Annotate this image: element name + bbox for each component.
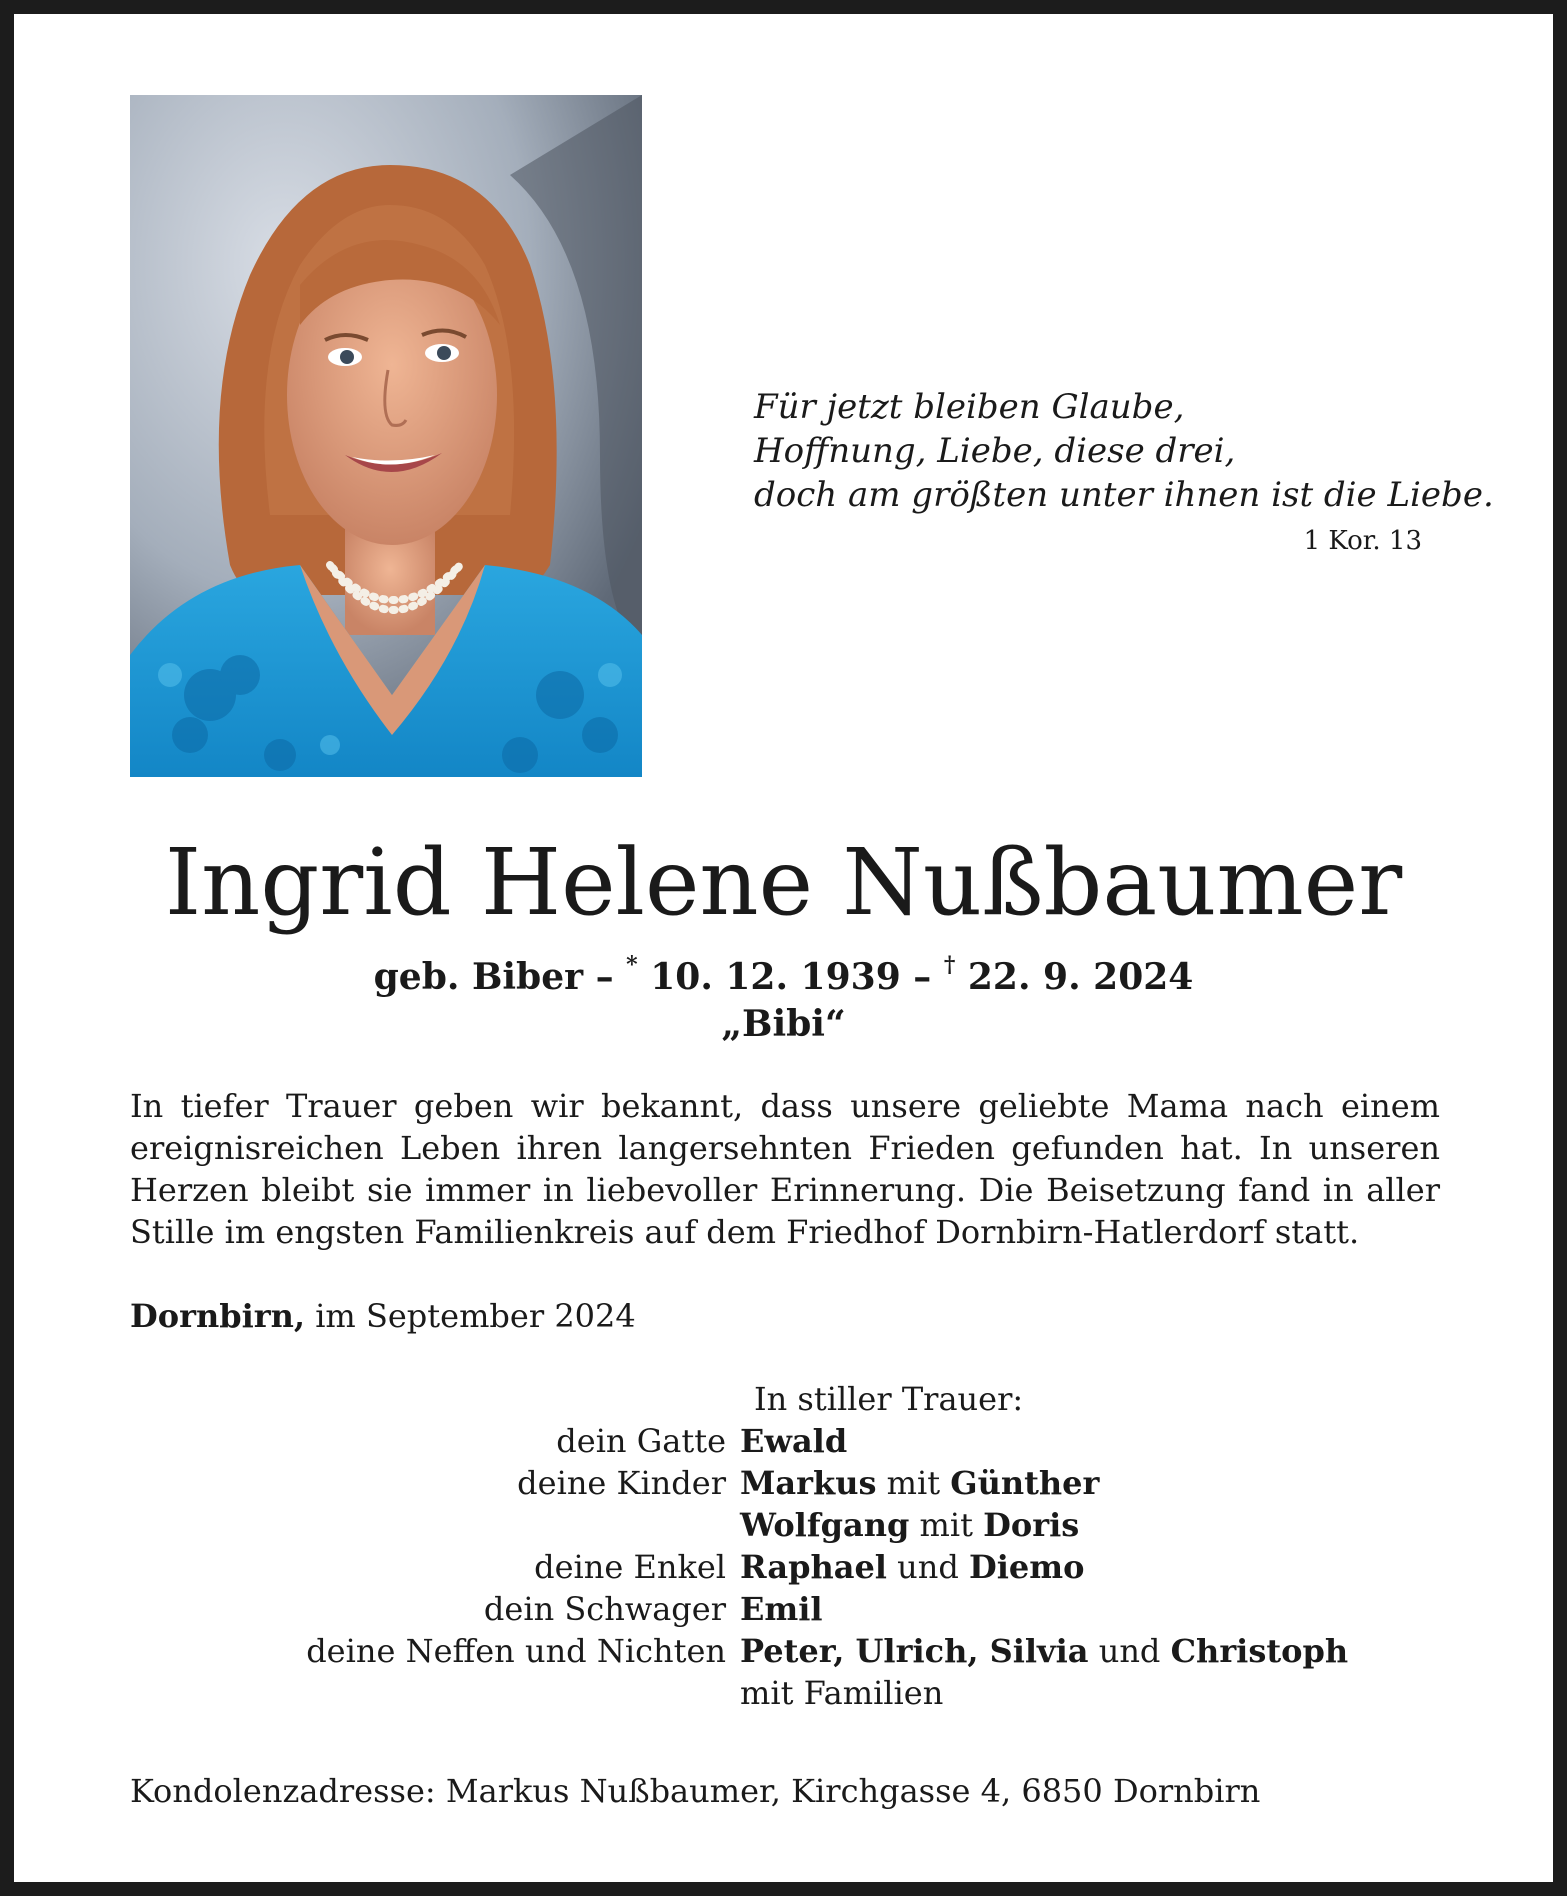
death-symbol: † [943, 952, 956, 978]
name-partner-2: Doris [983, 1506, 1080, 1544]
relation-nephews: deine Neffen und Nichten [306, 1632, 726, 1670]
mourner-row-nephews [130, 1630, 1450, 1672]
deceased-name: Ingrid Helene Nußbaumer [164, 829, 1403, 936]
bible-quote [754, 385, 1494, 517]
name-child-2: Wolfgang [740, 1506, 910, 1544]
relation-children: deine Kinder [517, 1464, 726, 1502]
conj-nephews: und [1088, 1632, 1171, 1670]
mourner-row-grandchildren [130, 1546, 1450, 1588]
conj-grandchildren: und [886, 1548, 969, 1586]
mourner-row-brother-in-law [130, 1588, 1450, 1630]
quote-reference: 1 Kor. 13 [1303, 526, 1422, 556]
relation-grandchildren: deine Enkel [534, 1548, 726, 1586]
name-spouse: Ewald [740, 1422, 848, 1460]
death-date: 22. 9. 2024 [955, 956, 1194, 998]
dash-2: – [900, 956, 944, 998]
quote-line-2: Hoffnung, Liebe, diese drei, [754, 431, 1236, 471]
birth-name: geb. Biber [373, 956, 584, 998]
names-nephews: Peter, Ulrich, Silvia [740, 1632, 1089, 1670]
place-city: Dornbirn, [130, 1297, 306, 1335]
mourners-heading: In stiller Trauer: [754, 1380, 1024, 1418]
nickname: „Bibi“ [721, 1003, 846, 1045]
name-child-1: Markus [740, 1464, 877, 1502]
relation-brother-in-law: dein Schwager [483, 1590, 726, 1628]
mourner-row-families [130, 1672, 1450, 1714]
name-nephew-last: Christoph [1170, 1632, 1349, 1670]
announcement-text: In tiefer Trauer geben wir bekannt, dass unsere geliebte Mama nach einem ereignisreichen Leben ihren langersehnten Frieden gefunden hat. In unseren Herzen bleibt sie immer in liebevoller Erinnerung. Die Beisetzung fand in aller Stille im engsten Familienkreis auf dem Friedhof Dornbirn-Hatlerdorf statt. [130, 1087, 1440, 1251]
quote-line-1: Für jetzt bleiben Glaube, [754, 387, 1185, 427]
place-month: im September 2024 [305, 1297, 636, 1335]
conj-child-1: mit [876, 1464, 951, 1502]
relation-spouse: dein Gatte [556, 1422, 726, 1460]
birth-symbol: * [626, 952, 638, 978]
name-grandchild-2: Diemo [969, 1548, 1085, 1586]
condolence-address: Kondolenzadresse: Markus Nußbaumer, Kirchgasse 4, 6850 Dornbirn [130, 1772, 1261, 1810]
mourner-row-spouse [130, 1420, 1450, 1462]
name-partner-1: Günther [950, 1464, 1100, 1502]
conj-child-2: mit [909, 1506, 984, 1544]
portrait-photo [130, 95, 642, 777]
mourner-row-children [130, 1462, 1450, 1504]
portrait-illustration [130, 95, 642, 777]
name-grandchild-1: Raphael [740, 1548, 887, 1586]
name-brother-in-law: Emil [740, 1590, 823, 1628]
place-date [130, 1295, 636, 1337]
mourners-list [130, 1378, 1450, 1714]
mourner-row-children-2 [130, 1504, 1450, 1546]
birth-date: 10. 12. 1939 [637, 956, 901, 998]
with-families: mit Familien [740, 1674, 944, 1712]
quote-line-3: doch am größten unter ihnen ist die Liebe. [754, 475, 1494, 515]
dash-1: – [583, 956, 627, 998]
life-dates [120, 945, 1447, 1001]
